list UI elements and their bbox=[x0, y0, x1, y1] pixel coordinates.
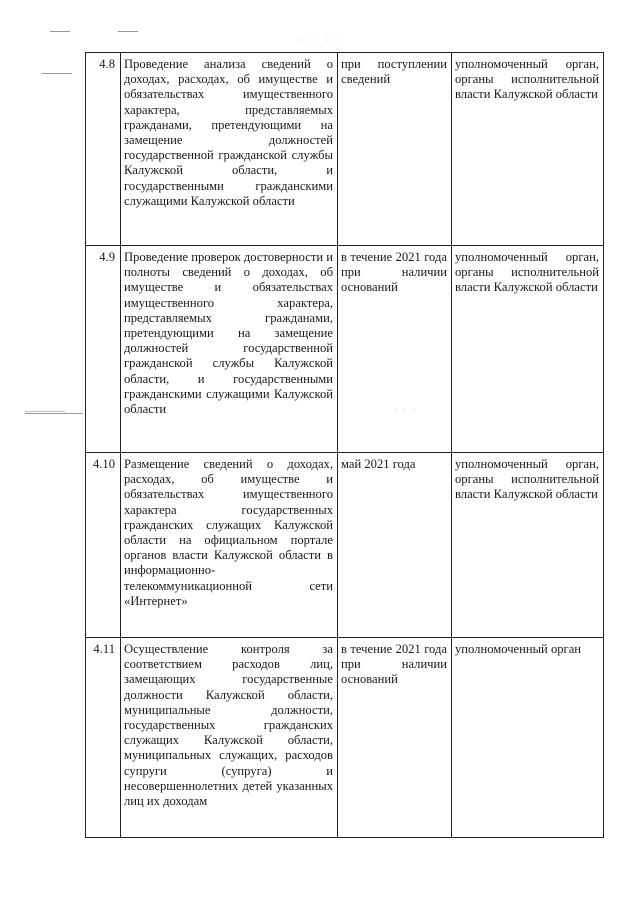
measure-description: Размещение сведений о доходах, расходах, об имуществе и обязательствах имущественного характера государственных гражданских служащих Калужской области на официальном портале органов власти Калужской области в информационно-телекоммуникационной сети «Интернет» bbox=[121, 453, 338, 638]
measure-description: Осуществление контроля за соответствием расходов лиц, замещающих государственные должности Калужской области, муниципальные должности, государственных гражданских служащих Калужской области, муниципальных служащих, расходов супруги (супруга) и несовершеннолетних детей указанных лиц их доходам bbox=[121, 638, 338, 838]
measure-executor: уполномоченный орган, органы исполнительной власти Калужской области bbox=[452, 453, 604, 638]
table-row bbox=[86, 246, 604, 453]
measure-executor: уполномоченный орган bbox=[452, 638, 604, 838]
measure-deadline: в течение 2021 года при наличии оснований bbox=[338, 638, 452, 838]
scan-dots-middle: · · · bbox=[395, 405, 417, 414]
scan-mark-top-left bbox=[50, 31, 70, 32]
row-number: 4.8 bbox=[86, 53, 121, 246]
table-row bbox=[86, 53, 604, 246]
table-row bbox=[86, 453, 604, 638]
measure-executor: уполномоченный орган, органы исполнительной власти Калужской области bbox=[452, 246, 604, 453]
measure-description: Проведение проверок достоверности и полноты сведений о доходах, об имуществе и обязательствах имущественного характера, представляемых гражданами, претендующими на замещение должностей государственной гражданской службы Калужской области, и государственными гражданскими служащими Калужской области bbox=[121, 246, 338, 453]
measure-deadline: в течение 2021 года при наличии оснований bbox=[338, 246, 452, 453]
measures-table bbox=[85, 52, 604, 838]
measure-description: Проведение анализа сведений о доходах, расходах, об имуществе и обязательствах имущественного характера, представляемых гражданами, претендующими на замещение должностей государственной гражданской службы Калужской области, и государственными гражданскими служащими Калужской области bbox=[121, 53, 338, 246]
scan-mark-top-left-2 bbox=[118, 31, 138, 32]
row-number: 4.10 bbox=[86, 453, 121, 638]
measure-deadline: май 2021 года bbox=[338, 453, 452, 638]
measure-executor: уполномоченный орган, органы исполнительной власти Калужской области bbox=[452, 53, 604, 246]
row-number: 4.9 bbox=[86, 246, 121, 453]
scan-mark-left-3 bbox=[25, 411, 65, 412]
measure-deadline: при поступлении сведений bbox=[338, 53, 452, 246]
scan-dots-top: · · · · · bbox=[300, 36, 340, 45]
scan-mark-left-1 bbox=[42, 73, 72, 74]
scan-mark-left-2 bbox=[25, 413, 83, 414]
row-number: 4.11 bbox=[86, 638, 121, 838]
table-row bbox=[86, 638, 604, 838]
